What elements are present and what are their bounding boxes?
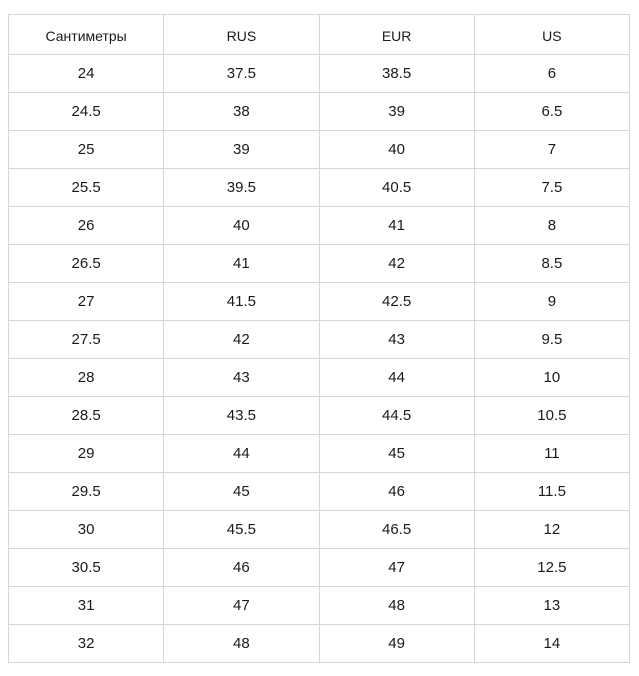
- cell-eur: 46: [319, 473, 474, 511]
- cell-rus: 39: [164, 131, 319, 169]
- cell-us: 11.5: [474, 473, 629, 511]
- cell-eur: 40.5: [319, 169, 474, 207]
- header-row: [9, 15, 630, 55]
- cell-centimeters: 25.5: [9, 169, 164, 207]
- table-row: [9, 169, 630, 207]
- cell-eur: 48: [319, 587, 474, 625]
- cell-us: 8: [474, 207, 629, 245]
- cell-eur: 44.5: [319, 397, 474, 435]
- cell-rus: 45.5: [164, 511, 319, 549]
- cell-us: 10: [474, 359, 629, 397]
- table-row: [9, 245, 630, 283]
- cell-us: 14: [474, 625, 629, 663]
- cell-us: 7.5: [474, 169, 629, 207]
- table-row: [9, 55, 630, 93]
- table-row: [9, 131, 630, 169]
- cell-us: 13: [474, 587, 629, 625]
- cell-rus: 41.5: [164, 283, 319, 321]
- cell-rus: 39.5: [164, 169, 319, 207]
- cell-rus: 41: [164, 245, 319, 283]
- cell-centimeters: 26: [9, 207, 164, 245]
- cell-eur: 39: [319, 93, 474, 131]
- cell-us: 12.5: [474, 549, 629, 587]
- cell-centimeters: 25: [9, 131, 164, 169]
- cell-centimeters: 27.5: [9, 321, 164, 359]
- cell-rus: 43.5: [164, 397, 319, 435]
- cell-centimeters: 32: [9, 625, 164, 663]
- cell-centimeters: 31: [9, 587, 164, 625]
- cell-rus: 45: [164, 473, 319, 511]
- cell-rus: 42: [164, 321, 319, 359]
- header-centimeters: Сантиметры: [9, 15, 164, 55]
- table-header: [9, 15, 630, 55]
- cell-rus: 43: [164, 359, 319, 397]
- cell-us: 12: [474, 511, 629, 549]
- cell-rus: 48: [164, 625, 319, 663]
- cell-centimeters: 24.5: [9, 93, 164, 131]
- cell-eur: 38.5: [319, 55, 474, 93]
- header-eur: EUR: [319, 15, 474, 55]
- cell-us: 11: [474, 435, 629, 473]
- table-row: [9, 549, 630, 587]
- cell-centimeters: 30: [9, 511, 164, 549]
- cell-eur: 43: [319, 321, 474, 359]
- cell-rus: 44: [164, 435, 319, 473]
- header-rus: RUS: [164, 15, 319, 55]
- cell-centimeters: 26.5: [9, 245, 164, 283]
- cell-centimeters: 28.5: [9, 397, 164, 435]
- cell-rus: 37.5: [164, 55, 319, 93]
- cell-eur: 45: [319, 435, 474, 473]
- table-row: [9, 511, 630, 549]
- cell-us: 6: [474, 55, 629, 93]
- cell-centimeters: 30.5: [9, 549, 164, 587]
- cell-us: 8.5: [474, 245, 629, 283]
- table-row: [9, 283, 630, 321]
- table-row: [9, 207, 630, 245]
- cell-eur: 49: [319, 625, 474, 663]
- cell-rus: 38: [164, 93, 319, 131]
- cell-eur: 47: [319, 549, 474, 587]
- table-row: [9, 321, 630, 359]
- cell-us: 9: [474, 283, 629, 321]
- cell-us: 7: [474, 131, 629, 169]
- table-row: [9, 93, 630, 131]
- cell-us: 9.5: [474, 321, 629, 359]
- table-row: [9, 473, 630, 511]
- cell-centimeters: 29.5: [9, 473, 164, 511]
- cell-centimeters: 29: [9, 435, 164, 473]
- header-us: US: [474, 15, 629, 55]
- table-row: [9, 435, 630, 473]
- table-row: [9, 587, 630, 625]
- cell-eur: 46.5: [319, 511, 474, 549]
- table-row: [9, 397, 630, 435]
- cell-eur: 40: [319, 131, 474, 169]
- table-body: [9, 55, 630, 663]
- cell-centimeters: 27: [9, 283, 164, 321]
- cell-eur: 44: [319, 359, 474, 397]
- cell-eur: 41: [319, 207, 474, 245]
- cell-eur: 42.5: [319, 283, 474, 321]
- cell-centimeters: 24: [9, 55, 164, 93]
- size-chart-table: [8, 14, 630, 663]
- cell-us: 10.5: [474, 397, 629, 435]
- cell-eur: 42: [319, 245, 474, 283]
- cell-centimeters: 28: [9, 359, 164, 397]
- cell-rus: 47: [164, 587, 319, 625]
- table-row: [9, 625, 630, 663]
- table-row: [9, 359, 630, 397]
- cell-rus: 46: [164, 549, 319, 587]
- cell-us: 6.5: [474, 93, 629, 131]
- cell-rus: 40: [164, 207, 319, 245]
